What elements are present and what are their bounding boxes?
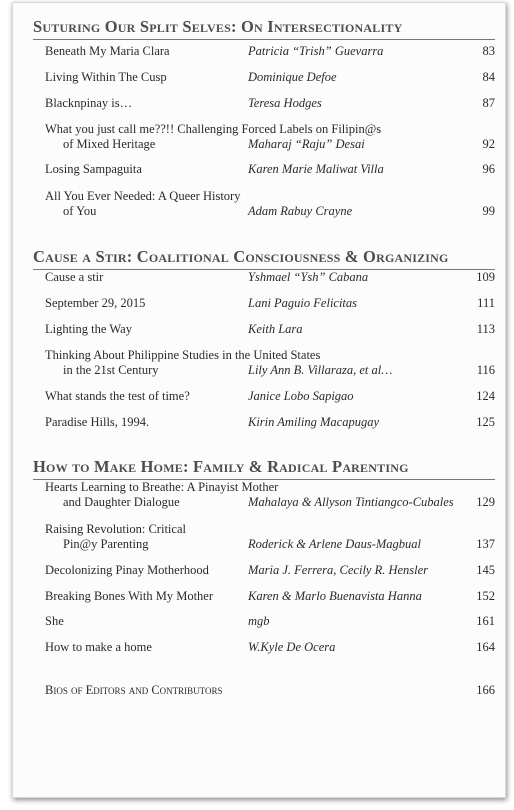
entry-title-continued: Pin@y Parenting	[63, 537, 149, 551]
entry-title: Blacknpinay is…	[45, 96, 133, 110]
entry-page: 92	[482, 137, 495, 151]
entry-author: Lily Ann B. Villaraza, et al…	[248, 363, 393, 377]
entry-title: Losing Sampaguita	[45, 162, 142, 176]
entry-author: Kirin Amiling Macapugay	[248, 415, 380, 429]
entry-page: 84	[482, 70, 495, 84]
entry-title: Thinking About Philippine Studies in the United States	[45, 348, 321, 362]
entry-author: Teresa Hodges	[248, 96, 322, 110]
section-intersectionality	[33, 17, 495, 40]
entry-title: Bios of Editors and Contributors	[45, 683, 223, 697]
entry-page: 111	[477, 296, 495, 310]
entry-title: What you just call me??!! Challenging Forced Labels on Filipin@s	[45, 122, 382, 136]
entry-author: Keith Lara	[248, 322, 303, 336]
entry-page: 129	[476, 495, 495, 509]
entry-title: All You Ever Needed: A Queer History	[45, 189, 241, 203]
section-title: Cause a Stir: Coalitional Consciousness & Organizing	[33, 247, 449, 266]
entry-title: What stands the test of time?	[45, 389, 190, 403]
section-make-home	[33, 457, 495, 480]
entry-page: 161	[476, 614, 495, 628]
entry-author: Karen & Marlo Buenavista Hanna	[248, 589, 422, 603]
entry-title: Hearts Learning to Breathe: A Pinayist Mother	[45, 480, 279, 494]
entry-author: Maharaj “Raju” Desai	[248, 137, 365, 151]
entry-page: 116	[476, 363, 495, 377]
entry-page: 125	[476, 415, 495, 429]
section-title: How to Make Home: Family & Radical Parenting	[33, 457, 409, 476]
entry-page: 152	[476, 589, 495, 603]
entry-page: 96	[482, 162, 495, 176]
entry-page: 87	[482, 96, 495, 110]
entry-author: mgb	[248, 614, 270, 628]
entry-title-continued: and Daughter Dialogue	[63, 495, 180, 509]
entry-page: 83	[482, 44, 495, 58]
entry-title: She	[45, 614, 64, 628]
entry-author: Karen Marie Maliwat Villa	[248, 162, 384, 176]
entry-author: Lani Paguio Felicitas	[248, 296, 358, 310]
entry-title: Raising Revolution: Critical	[45, 522, 186, 536]
entry-title: Breaking Bones With My Mother	[45, 589, 213, 603]
entry-author: Yshmael “Ysh” Cabana	[248, 270, 369, 284]
entry-author: Adam Rabuy Crayne	[248, 204, 353, 218]
entry-page: 166	[476, 683, 495, 697]
toc-entry-bios	[45, 683, 495, 698]
entry-title: Lighting the Way	[45, 322, 132, 336]
entry-title: Decolonizing Pinay Motherhood	[45, 563, 209, 577]
section-rule	[33, 39, 495, 40]
entry-page: 99	[482, 204, 495, 218]
entry-title-continued: of Mixed Heritage	[63, 137, 156, 151]
entry-page: 145	[476, 563, 495, 577]
entry-page: 113	[476, 322, 495, 336]
section-coalitional	[33, 247, 495, 270]
entry-title-continued: of You	[63, 204, 97, 218]
entry-author: Patricia “Trish” Guevarra	[248, 44, 384, 58]
entry-title: Paradise Hills, 1994.	[45, 415, 150, 429]
entry-page: 109	[476, 270, 495, 284]
entry-title: How to make a home	[45, 640, 152, 654]
entry-title: Cause a stir	[45, 270, 104, 284]
entry-author: Roderick & Arlene Daus-Magbual	[248, 537, 421, 551]
book-page	[12, 2, 506, 798]
entry-author: Mahalaya & Allyson Tintiangco-Cubales	[248, 495, 454, 509]
entry-author: Dominique Defoe	[248, 70, 337, 84]
section-title: Suturing Our Split Selves: On Intersectionality	[33, 17, 403, 36]
entry-title: Living Within The Cusp	[45, 70, 167, 84]
entry-author: Maria J. Ferrera, Cecily R. Hensler	[248, 563, 429, 577]
entry-title: September 29, 2015	[45, 296, 146, 310]
entry-page: 164	[476, 640, 495, 654]
entry-page: 124	[476, 389, 495, 403]
entry-title-continued: in the 21st Century	[63, 363, 159, 377]
entry-author: W.Kyle De Ocera	[248, 640, 336, 654]
entry-title: Beneath My Maria Clara	[45, 44, 170, 58]
entry-page: 137	[476, 537, 495, 551]
entry-author: Janice Lobo Sapigao	[248, 389, 354, 403]
